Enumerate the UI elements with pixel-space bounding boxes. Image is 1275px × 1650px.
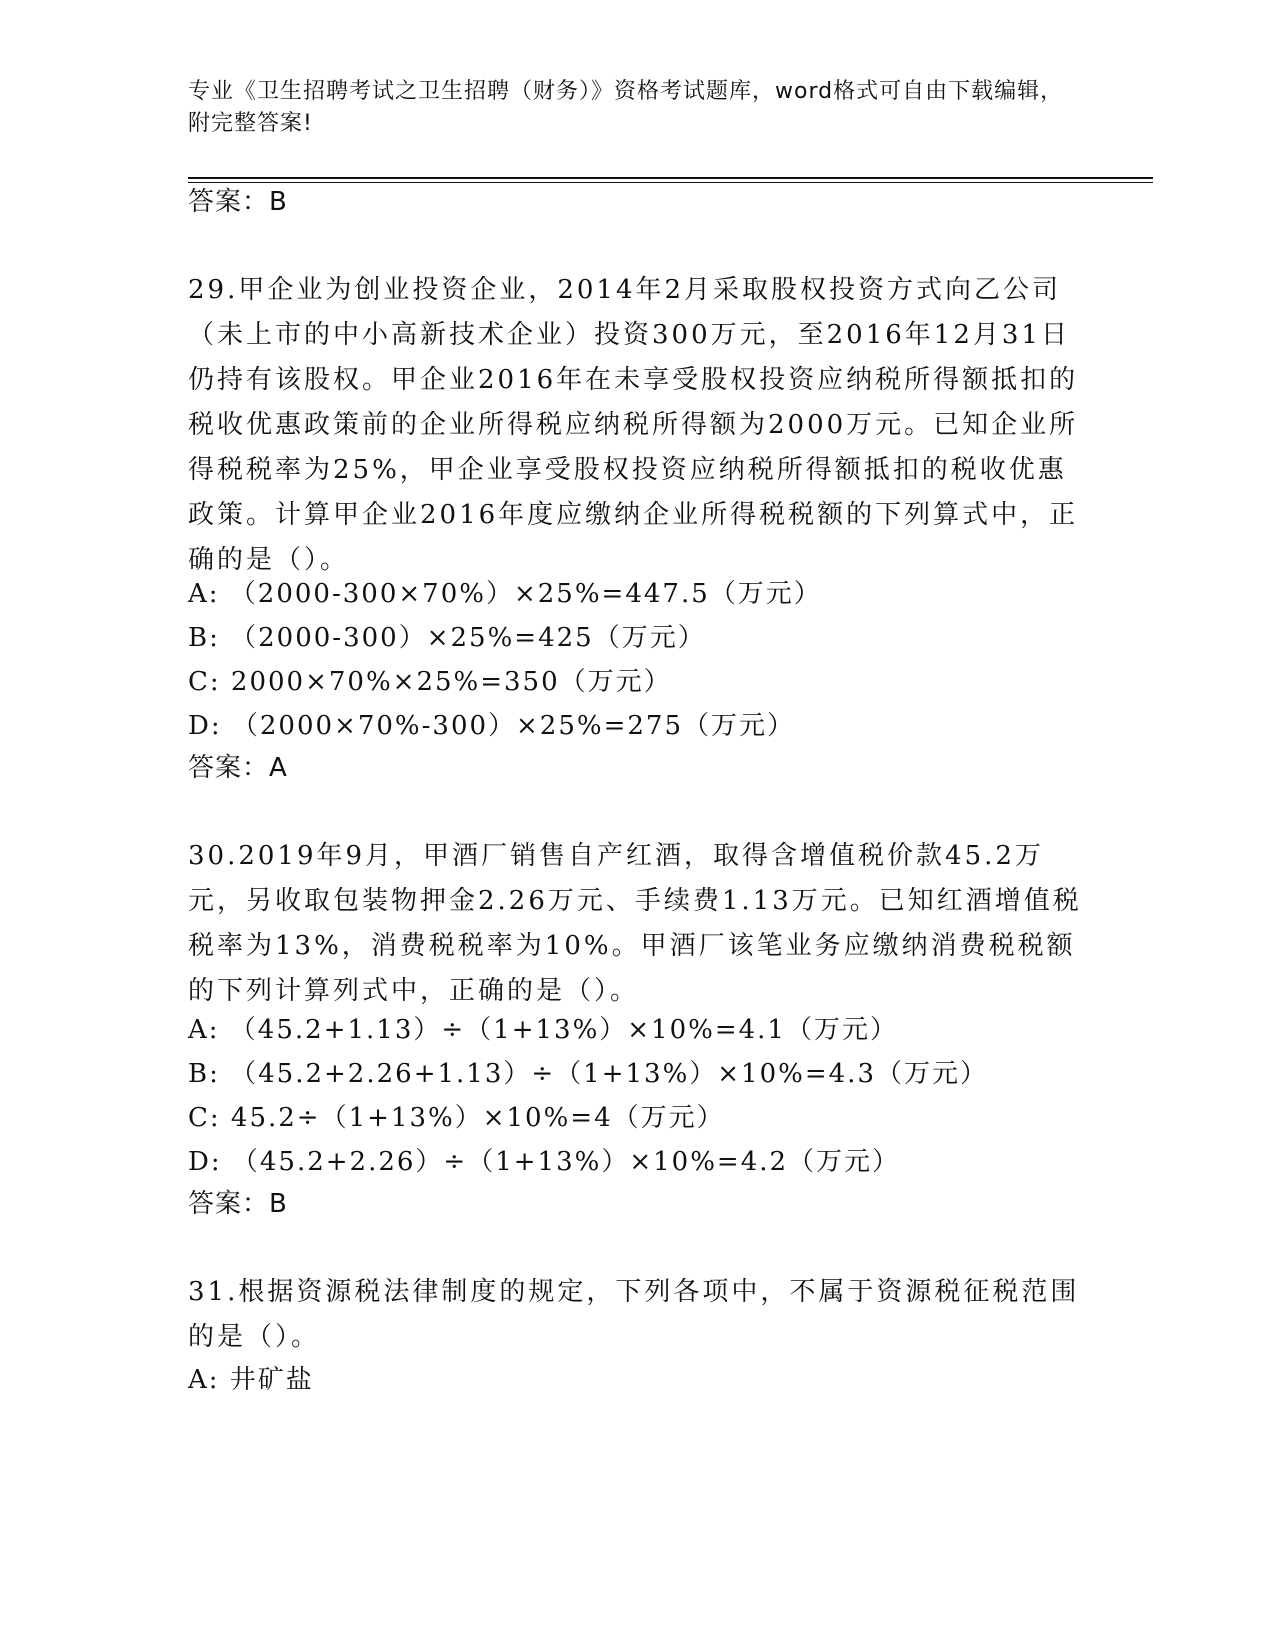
question-29-option-b: B: （2000-300）×25%=425（万元） [188, 623, 706, 653]
question-30-answer: 答案：B [188, 1189, 288, 1219]
question-29-option-c: C: 2000×70%×25%=350（万元） [188, 667, 672, 697]
page-header: 专业《卫生招聘考试之卫生招聘（财务）》资格考试题库，word格式可自由下载编辑，附完整答案! [188, 79, 1064, 136]
question-30-option-a: A: （45.2+1.13）÷（1+13%）×10%=4.1（万元） [188, 1015, 898, 1045]
question-31-text: 31.根据资源税法律制度的规定，下列各项中，不属于资源税征税范围的是（）。 [188, 1277, 1080, 1352]
question-30-option-b: B: （45.2+2.26+1.13）÷（1+13%）×10%=4.3（万元） [188, 1059, 988, 1089]
question-29-option-a: A: （2000-300×70%）×25%=447.5（万元） [188, 579, 822, 609]
question-29-option-d: D: （2000×70%-300）×25%=275（万元） [188, 711, 796, 741]
question-29-answer: 答案：A [188, 753, 288, 783]
question-30-option-c: C: 45.2÷（1+13%）×10%=4（万元） [188, 1103, 725, 1133]
question-30-option-d: D: （45.2+2.26）÷（1+13%）×10%=4.2（万元） [188, 1147, 901, 1177]
answer-prev: 答案：B [188, 187, 288, 217]
question-29-text: 29.甲企业为创业投资企业，2014年2月采取股权投资方式向乙公司（未上市的中小高新技术企业）投资300万元，至2016年12月31日仍持有该股权。甲企业2016年在未享受股权投资应纳税所得额抵扣的税收优惠政策前的企业所得税应纳税所得额为2000万元。已知企业所得税税率为25%，甲企业享受股权投资应纳税所得额抵扣的税收优惠政策。计算甲企业2016年度应缴纳企业所得税税额的下列算式中，正确的是（）。 [188, 275, 1079, 575]
header-divider-thin [188, 182, 1153, 183]
header-divider-thick [188, 177, 1153, 179]
question-30-text: 30.2019年9月，甲酒厂销售自产红酒，取得含增值税价款45.2万元，另收取包装物押金2.26万元、手续费1.13万元。已知红酒增值税税率为13%，消费税税率为10%。甲酒厂该笔业务应缴纳消费税税额的下列计算列式中，正确的是（）。 [188, 841, 1082, 1006]
question-31-option-a: A: 井矿盐 [188, 1365, 314, 1395]
